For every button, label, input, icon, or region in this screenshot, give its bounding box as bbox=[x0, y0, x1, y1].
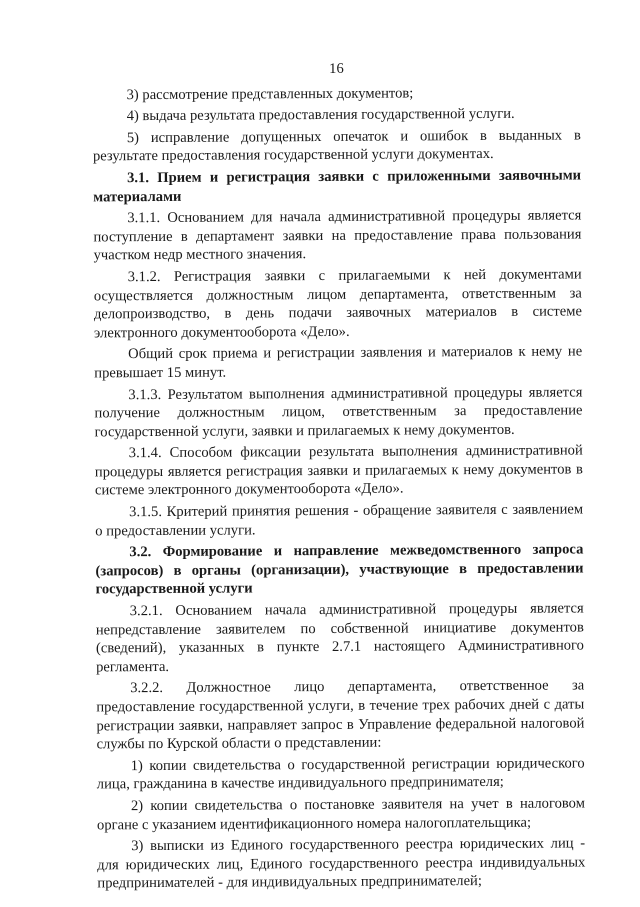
paragraph: 3.2.2. Должностное лицо департамента, ответственное за предоставление государственной услуги, в течение трех рабочих дней с даты регистрации заявки, направляет запрос в Управление федеральной налоговой службы по Курской области о представлении: bbox=[96, 677, 585, 753]
section-heading: 3.1. Прием и регистрация заявки с приложенными заявочными материалами bbox=[93, 167, 582, 205]
paragraph: 4) выдача результата предоставления государственной услуги. bbox=[126, 106, 515, 125]
paragraph: 3.1.1. Основанием для начала административной процедуры является поступление в департамент заявки на предоставление права пользования участком недр местного значения. bbox=[93, 207, 582, 264]
paragraph: 3.1.2. Регистрация заявки с прилагаемыми к ней документами осуществляется должностным лицом департамента, ответственным за делопроизводство, в день подачи заявочных материалов в системе электронного документооборота «Дело». bbox=[93, 266, 582, 342]
paragraph: 3.1.5. Критерий принятия решения - обращение заявителя с заявлением о предоставлении услуги. bbox=[95, 501, 584, 540]
paragraph: 3.2.1. Основанием начала административной процедуры является непредставление заявителем по собственной инициативе документов (сведений), указанных в пункте 2.7.1 настоящего Административного регламента. bbox=[95, 600, 584, 676]
paragraph: 3) рассмотрение представленных документов; bbox=[126, 85, 414, 103]
paragraph: 3.1.3. Результатом выполнения административной процедуры является получение должностным лицом, ответственным за предоставление государственной услуги, заявки и прилагаемых к нему документов. bbox=[94, 383, 583, 441]
paragraph: 1) копии свидетельства о государственной регистрации юридического лица, гражданина в качестве индивидуального предпринимателя; bbox=[96, 755, 585, 793]
document-body bbox=[93, 83, 586, 893]
paragraph: Общий срок приема и регистрации заявления и материалов к нему не превышает 15 минут. bbox=[94, 343, 583, 382]
section-heading: 3.2. Формирование и направление межведомственного запроса (запросов) в органы (организации), участвующие в предоставлении государственной услуги bbox=[95, 541, 584, 598]
paragraph: 2) копии свидетельства о постановке заявителя на учет в налоговом органе с указанием идентификационного номера налогоплательщика; bbox=[96, 795, 585, 833]
paragraph: 3.1.4. Способом фиксации результата выполнения административной процедуры является регистрация заявки и прилагаемых к нему документов в системе электронного документооборота «Дело». bbox=[94, 442, 583, 499]
paragraph: 5) исправление допущенных опечаток и ошибок в выданных в результате предоставления государственной услуги документах. bbox=[92, 127, 581, 165]
paragraph: 3) выписки из Единого государственного реестра юридических лиц - для юридических лиц, Единого государственного реестра индивидуальных предпринимателей - для индивидуальных предпринимателей; bbox=[97, 835, 586, 892]
page-number: 16 bbox=[329, 60, 344, 77]
